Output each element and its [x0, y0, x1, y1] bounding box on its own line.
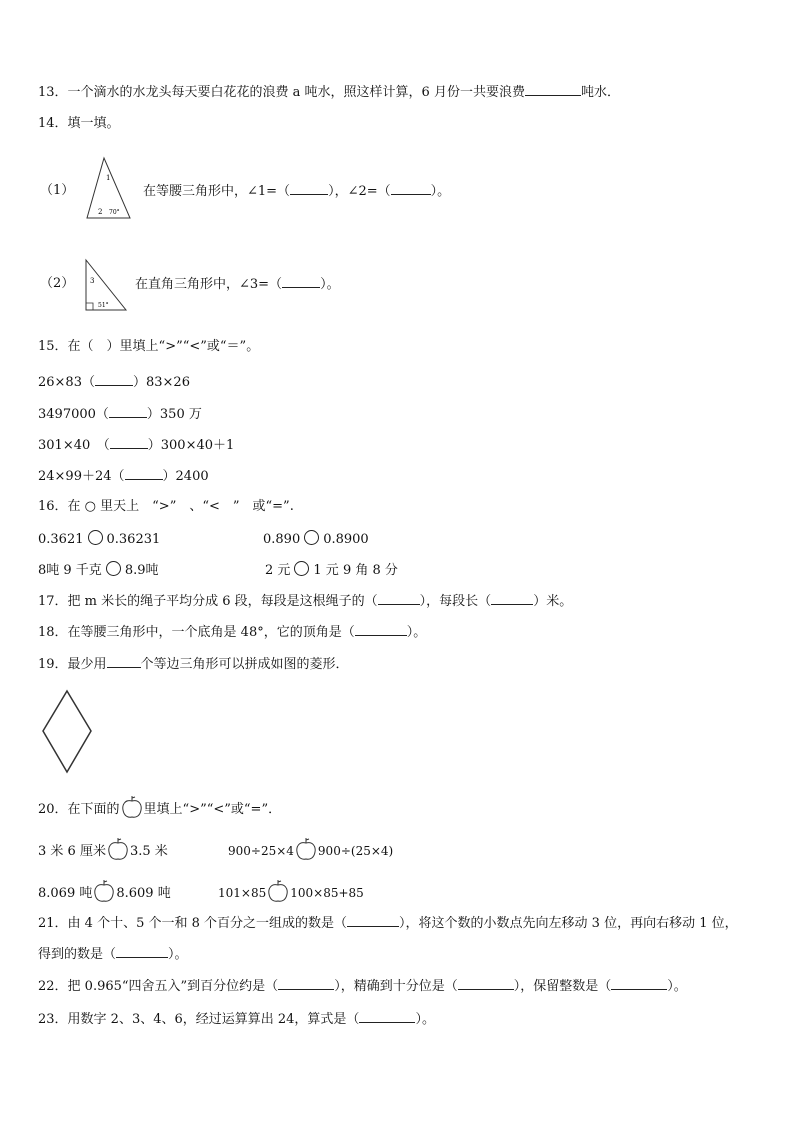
compare-circle[interactable]	[106, 561, 121, 576]
q14-angle3-blank[interactable]	[282, 275, 320, 288]
q15-item-left: 26×83（	[38, 375, 95, 390]
q15-item-right: ）300×40＋1	[147, 438, 235, 453]
q16-left: 0.890	[263, 532, 301, 547]
q15-item-3	[38, 436, 234, 455]
q20-title-a: 20．在下面的	[38, 802, 120, 817]
q15-blank[interactable]	[110, 436, 148, 449]
q16-row1-a	[38, 530, 160, 549]
q19-text-a: 19．最少用	[38, 657, 107, 672]
q23-text-a: 23．用数字 2、3、4、6，经过运算算出 24，算式是（	[38, 1012, 360, 1027]
right-triangle-figure	[82, 256, 130, 314]
q16-right: 1 元 9 角 8 分	[313, 563, 398, 578]
q18-text-a: 18．在等腰三角形中，一个底角是 48°，它的顶角是（	[38, 625, 355, 640]
q21-text-b: ），将这个数的小数点先向左移动 3 位，再向右移动 1 位，	[399, 916, 738, 931]
q16-right: 0.8900	[323, 532, 369, 547]
isosceles-triangle-figure	[84, 156, 134, 222]
q14-p1-mid: ），∠2=（	[328, 184, 391, 199]
q14-p2-text: 在直角三角形中，∠3=（	[135, 277, 283, 292]
q15-item-left: 3497000（	[38, 407, 109, 422]
q22-blank-1[interactable]	[278, 977, 334, 990]
q20-right: 900÷(25×4)	[317, 844, 394, 858]
tri1-angle1-label: 1	[106, 174, 111, 182]
question-15-title: 15．在（ ）里填上“>”“<”或“＝”。	[38, 339, 260, 354]
q13-text-end: 吨水．	[580, 85, 620, 100]
q15-item-1	[38, 373, 190, 392]
q19-blank[interactable]	[107, 655, 141, 668]
q20-row1-a	[38, 837, 168, 861]
question-18	[38, 623, 426, 642]
compare-circle[interactable]	[88, 530, 103, 545]
q20-left: 3 米 6 厘米	[38, 844, 106, 859]
q14-part2	[40, 275, 74, 293]
q17-text-a: 17．把 m 米长的绳子平均分成 6 段，每段是这根绳子的（	[38, 594, 378, 609]
q20-row1-b	[228, 837, 393, 861]
q15-item-right: ）350 万	[146, 407, 202, 422]
q14-p1-text: 在等腰三角形中，∠1=（	[143, 184, 291, 199]
q15-item-right: ）2400	[162, 469, 209, 484]
q14-part2-num: （2）	[40, 276, 75, 291]
q16-right: 0.36231	[106, 532, 161, 547]
q14-angle2-blank[interactable]	[391, 182, 431, 195]
q20-right: 100×85+85	[290, 886, 364, 900]
q20-left: 900÷25×4	[228, 844, 294, 858]
q15-item-right: ）83×26	[132, 375, 190, 390]
q16-row1-b	[263, 530, 369, 549]
q17-blank-2[interactable]	[491, 592, 533, 605]
q22-text-c: ），保留整数是（	[513, 979, 612, 994]
q14-part1-text	[143, 182, 450, 201]
q21-blank-1[interactable]	[347, 914, 399, 927]
q14-angle1-blank[interactable]	[290, 182, 328, 195]
q14-part2-text	[135, 275, 340, 294]
apple-icon[interactable]	[267, 879, 289, 903]
q20-left: 8.069 吨	[38, 886, 93, 901]
q16-row2-a	[38, 561, 159, 580]
right-angle-mark	[86, 303, 93, 310]
q16-row2-b	[265, 561, 398, 580]
q21-text-a: 21．由 4 个十、5 个一和 8 个百分之一组成的数是（	[38, 916, 348, 931]
q20-row2-a	[38, 879, 171, 903]
q21-text-c: 得到的数是（	[38, 947, 117, 962]
q13-blank[interactable]	[525, 83, 581, 96]
question-23	[38, 1010, 435, 1029]
q16-left: 8吨 9 千克	[38, 563, 102, 578]
tri2-51-label: 51°	[98, 302, 109, 309]
question-16-title: 16．在 ○ 里天上 “>” 、“< ” 或“=”.	[38, 499, 294, 514]
q16-left: 0.3621	[38, 532, 84, 547]
apple-icon[interactable]	[295, 837, 317, 861]
question-14-title: 14．填一填。	[38, 116, 120, 131]
tri1-70-label: 70°	[109, 209, 120, 216]
q19-text-b: 个等边三角形可以拼成如图的菱形．	[140, 657, 349, 672]
q17-text-c: ）米。	[533, 594, 573, 609]
question-13	[38, 83, 620, 102]
tri2-angle3-label: 3	[90, 277, 95, 285]
q20-row2-b	[218, 879, 364, 903]
q18-text-b: ）。	[406, 625, 427, 640]
q20-left: 101×85	[218, 886, 267, 900]
rhombus-figure	[40, 688, 94, 776]
q21-blank-2[interactable]	[116, 945, 168, 958]
q20-right: 3.5 米	[129, 844, 168, 859]
q13-text: 13．一个滴水的水龙头每天要白花花的浪费 a 吨水，照这样计算，6 月份一共要浪费	[38, 85, 525, 100]
q15-item-4	[38, 467, 209, 486]
question-19	[38, 655, 349, 674]
question-21	[38, 914, 738, 933]
q22-text-a: 22．把 0.965“四舍五入”到百分位约是（	[38, 979, 279, 994]
tri1-angle2-label: 2	[98, 208, 103, 216]
q15-item-2	[38, 405, 202, 424]
q15-blank[interactable]	[125, 467, 163, 480]
q20-title-b: 里填上“>”“<”或“=”．	[143, 802, 282, 817]
q14-p1-end: ）。	[430, 184, 451, 199]
q23-text-b: ）。	[415, 1012, 435, 1027]
q17-blank-1[interactable]	[378, 592, 420, 605]
q14-part1	[40, 182, 74, 200]
q17-text-b: ），每段长（	[419, 594, 492, 609]
q22-text-d: ）。	[667, 979, 687, 994]
q15-item-left: 24×99＋24（	[38, 469, 125, 484]
question-17	[38, 592, 572, 611]
q14-part1-num: （1）	[40, 183, 75, 198]
q21-text-d: ）。	[168, 947, 188, 962]
q16-right: 8.9吨	[124, 563, 159, 578]
q22-blank-2[interactable]	[458, 977, 514, 990]
q18-blank[interactable]	[355, 623, 407, 636]
q14-p2-end: ）。	[320, 277, 340, 292]
compare-circle[interactable]	[294, 561, 309, 576]
q22-text-b: ），精确到十分位是（	[334, 979, 458, 994]
q22-blank-3[interactable]	[611, 977, 667, 990]
apple-icon[interactable]	[93, 879, 115, 903]
question-22	[38, 977, 687, 996]
q15-blank[interactable]	[109, 405, 147, 418]
question-20-title	[38, 795, 281, 819]
q23-blank[interactable]	[359, 1010, 415, 1023]
q16-left: 2 元	[265, 563, 291, 578]
q20-right: 8.609 吨	[116, 886, 171, 901]
apple-icon	[121, 795, 143, 819]
apple-icon[interactable]	[107, 837, 129, 861]
compare-circle[interactable]	[304, 530, 319, 545]
rhombus	[43, 691, 91, 772]
q15-item-left: 301×40 （	[38, 438, 110, 453]
question-21-cont	[38, 945, 188, 964]
q15-blank[interactable]	[95, 373, 133, 386]
